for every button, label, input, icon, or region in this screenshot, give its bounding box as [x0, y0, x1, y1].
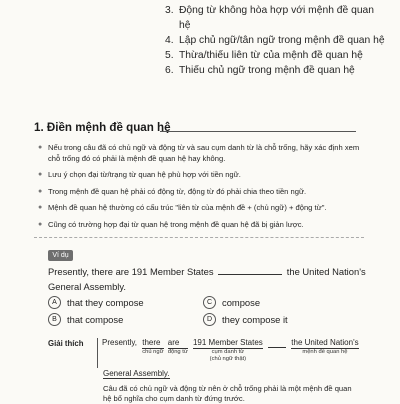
option-letter-circle: A [48, 296, 61, 309]
explanation-sentence: Presently, there chủ ngữ are động từ 191 Member States cụm danh từ (chủ ngữ thật) the United Nation's mệnh đề quan hệ [102, 338, 359, 362]
bullet-item: ● Nếu trong câu đã có chủ ngữ và động từ và sau cụm danh từ là chỗ trống, hãy xác định xem chỗ trống đó có phải là mệnh đề quan hệ hay không. [38, 143, 360, 163]
subject-token: there chủ ngữ [142, 338, 164, 355]
section-title-rule [160, 131, 356, 132]
options-row-1 [48, 296, 378, 309]
noun-phrase-token: 191 Member States cụm danh từ (chủ ngữ thật) [192, 338, 263, 362]
options-row-2 [48, 313, 378, 326]
bullet-icon: ● [38, 144, 43, 151]
list-item: 3. Động từ không hòa hợp với mệnh đề quan hệ [165, 5, 375, 31]
bullet-item: ● Trong mệnh đề quan hệ phải có động từ, động từ đó phải chia theo tiền ngữ. [38, 186, 307, 196]
option-c[interactable]: C compose [203, 296, 260, 309]
relative-clause-token: the United Nation's mệnh đề quan hệ [291, 338, 359, 355]
bullet-item: ● Cũng có trường hợp đại từ quan hệ trong mệnh đề quan hệ đã bị giản lược. [38, 219, 304, 229]
example-question [48, 265, 378, 326]
bullet-icon: ● [38, 187, 43, 195]
bullet-item: ● Lưu ý chọn đại từ/trạng từ quan hệ phù hợp với tiền ngữ. [38, 170, 241, 179]
answer-blank [218, 265, 282, 275]
option-letter-circle: D [203, 313, 216, 326]
example-badge: Ví dụ [48, 250, 73, 261]
explanation-paragraph: Câu đã có chủ ngữ và động từ nên ở chỗ trống phải là một mệnh đề quan hệ bổ nghĩa cho cụm danh từ đứng trước. [103, 384, 352, 403]
bullet-icon: ● [38, 171, 43, 178]
option-d[interactable]: D they compose it [203, 313, 288, 326]
top-numbered-list [165, 3, 385, 78]
option-letter-circle: B [48, 313, 61, 326]
bullet-icon: ● [38, 220, 43, 228]
explanation-label: Giải thích [48, 339, 84, 348]
option-b[interactable]: B that compose [48, 313, 203, 326]
bullet-item: ● Mệnh đề quan hệ thường có cấu trúc "liên từ của mệnh đề + (chủ ngữ) + động từ". [38, 203, 327, 212]
list-item: 4. Lập chủ ngữ/tân ngữ trong mệnh đề quan hệ [165, 35, 385, 46]
question-line-2: General Assembly. [48, 280, 126, 292]
list-item: 5. Thừa/thiếu liên từ của mệnh đề quan hệ [165, 50, 363, 61]
bullet-list [38, 143, 368, 236]
bullet-icon: ● [38, 204, 43, 211]
blank-token [268, 338, 286, 348]
section-title: 1. Điền mệnh đề quan hệ [34, 121, 171, 134]
explanation-line-2: General Assembly. [103, 369, 170, 378]
question-line-1: Presently, there are 191 Member States the United Nation's [48, 266, 366, 277]
option-a[interactable]: A that they compose [48, 296, 203, 309]
dashed-divider [34, 237, 364, 238]
verb-token: are động từ [167, 338, 188, 355]
option-letter-circle: C [203, 296, 216, 309]
explanation-bar [97, 338, 98, 368]
list-item: 6. Thiếu chủ ngữ trong mệnh đề quan hệ [165, 65, 355, 76]
